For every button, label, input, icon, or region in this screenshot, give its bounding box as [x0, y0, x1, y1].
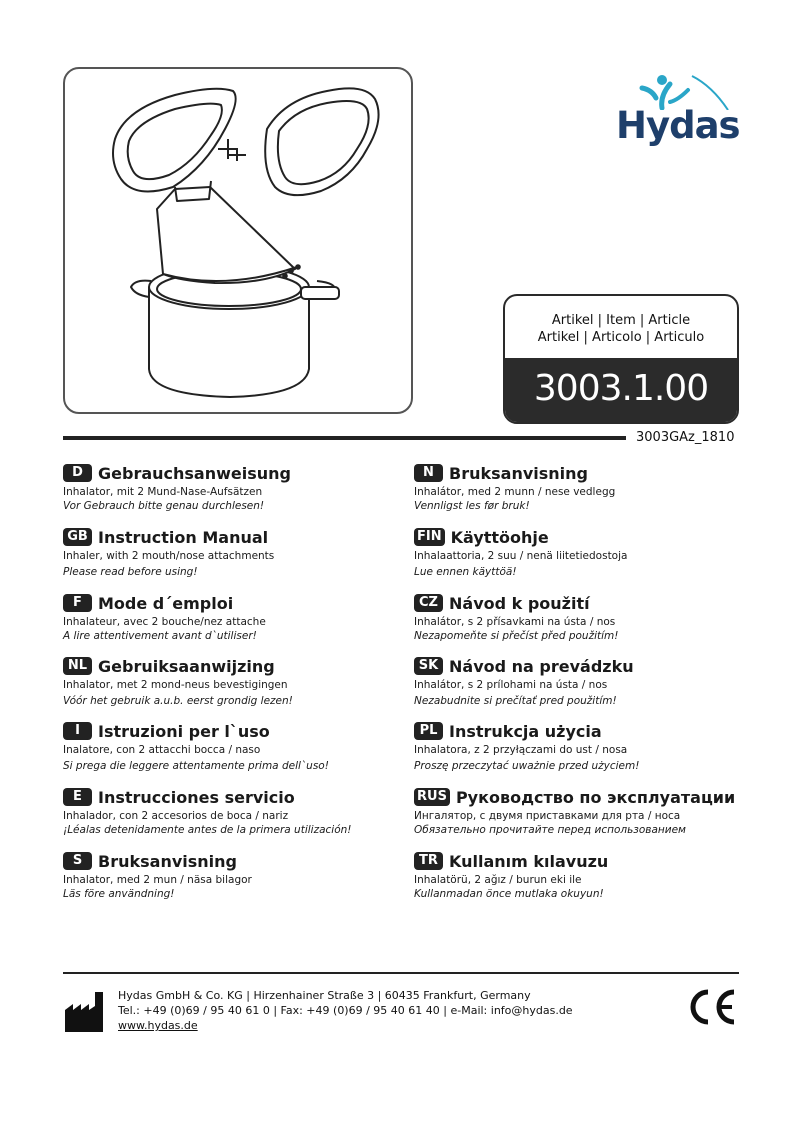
brand-name: Hydas — [616, 104, 740, 147]
bottom-divider — [63, 972, 739, 974]
document-code: 3003GAz_1810 — [636, 430, 735, 445]
lang-subtitle: Inhalátor, med 2 munn / nese vedlegg — [414, 486, 616, 498]
lang-note: A lire attentivement avant d`utiliser! — [63, 630, 257, 642]
lang-title: Istruzioni per l`uso — [98, 721, 270, 741]
lang-badge: FIN — [414, 528, 445, 546]
lang-title: Mode d´emploi — [98, 593, 234, 613]
article-box — [503, 294, 739, 424]
lang-badge: NL — [63, 657, 92, 675]
lang-subtitle: Inalatore, con 2 attacchi bocca / naso — [63, 744, 261, 756]
lang-subtitle: Inhaler, with 2 mouth/nose attachments — [63, 550, 275, 562]
lang-note: ¡Léalas detenidamente antes de la primera utilización! — [63, 824, 352, 836]
article-number-bar — [505, 358, 737, 424]
lang-badge: CZ — [414, 594, 443, 612]
lang-title: Gebrauchsanweisung — [98, 463, 291, 483]
lang-badge: S — [63, 852, 92, 870]
lang-section-d — [63, 462, 403, 513]
article-labels-line2: Artikel | Articolo | Articulo — [537, 330, 705, 345]
lang-note: Обязательно прочитайте перед использованием — [414, 824, 686, 836]
lang-subtitle: Inhalator, med 2 mun / näsa bilagor — [63, 874, 252, 886]
lang-title: Bruksanvisning — [98, 851, 237, 871]
lang-section-gb — [63, 526, 403, 579]
lang-section-i — [63, 720, 403, 773]
lang-section-nl — [63, 655, 403, 708]
lang-title: Návod na prevádzku — [449, 656, 634, 676]
lang-subtitle: Inhalátor, s 2 prílohami na ústa / nos — [414, 679, 608, 691]
lang-subtitle: Inhalatora, z 2 przyłączami do ust / nosa — [414, 744, 628, 756]
lang-title: Instruction Manual — [98, 527, 269, 547]
article-labels-line1: Artikel | Item | Article — [551, 313, 691, 328]
lang-section-sk — [414, 655, 754, 708]
ce-mark-icon — [686, 988, 740, 1030]
lang-subtitle: Inhalateur, avec 2 bouche/nez attache — [63, 616, 266, 628]
lang-section-pl — [414, 720, 754, 773]
lang-title: Instrukcja użycia — [449, 721, 602, 741]
lang-note: Lue ennen käyttöä! — [414, 566, 517, 578]
top-divider — [63, 436, 626, 440]
article-labels — [505, 312, 737, 346]
lang-note: Vor Gebrauch bitte genau durchlesen! — [63, 500, 265, 512]
inhaler-drawing — [65, 69, 411, 412]
lang-title: Gebruiksaanwijzing — [98, 656, 275, 676]
company-address: Hydas GmbH & Co. KG | Hirzenhainer Straße 3 | 60435 Frankfurt, Germany — [118, 989, 531, 1002]
factory-icon — [65, 992, 105, 1036]
lang-note: Please read before using! — [63, 566, 198, 578]
lang-subtitle: Ингалятор, с двумя приставками для рта / носа — [414, 810, 681, 822]
lang-subtitle: Inhalatörü, 2 ağız / burun eki ile — [414, 874, 582, 886]
lang-badge: PL — [414, 722, 443, 740]
lang-title: Návod k použití — [449, 593, 590, 613]
lang-title: Руководство по эксплуатации — [455, 787, 736, 807]
lang-section-s — [63, 850, 403, 901]
lang-note: Vennligst les før bruk! — [414, 500, 530, 512]
lang-note: Vóór het gebruik a.u.b. eerst grondig lezen! — [63, 695, 293, 707]
lang-subtitle: Inhalator, met 2 mond-neus bevestigingen — [63, 679, 288, 691]
lang-badge: I — [63, 722, 92, 740]
lang-title: Kullanım kılavuzu — [449, 851, 609, 871]
lang-note: Läs före användning! — [63, 888, 175, 900]
lang-title: Instrucciones servicio — [98, 787, 295, 807]
lang-badge: SK — [414, 657, 443, 675]
lang-title: Käyttöohje — [450, 527, 549, 547]
lang-section-fin — [414, 526, 754, 579]
lang-section-n — [414, 462, 754, 513]
lang-note: Nezapomeňte si přečíst před použitím! — [414, 630, 619, 642]
lang-subtitle: Inhalaattoria, 2 suu / nenä liitetiedostoja — [414, 550, 628, 562]
lang-section-cz — [414, 592, 754, 643]
lang-title: Bruksanvisning — [449, 463, 588, 483]
lang-badge: F — [63, 594, 92, 612]
lang-section-rus — [414, 786, 754, 837]
product-illustration — [63, 67, 413, 414]
lang-section-f — [63, 592, 403, 643]
lang-badge: N — [414, 464, 443, 482]
lang-note: Nezabudnite si prečítať pred použitím! — [414, 695, 617, 707]
lang-badge: D — [63, 464, 92, 482]
lang-subtitle: Inhalator, mit 2 Mund-Nase-Aufsätzen — [63, 486, 263, 498]
lang-subtitle: Inhalátor, s 2 přísavkami na ústa / nos — [414, 616, 616, 628]
company-info — [118, 988, 573, 1033]
lang-subtitle: Inhalador, con 2 accesorios de boca / nariz — [63, 810, 289, 822]
lang-section-tr — [414, 850, 754, 901]
article-number: 3003.1.00 — [533, 368, 709, 409]
company-website-link[interactable]: www.hydas.de — [118, 1019, 198, 1032]
lang-badge: RUS — [414, 788, 450, 806]
lang-badge: TR — [414, 852, 443, 870]
lang-badge: GB — [63, 528, 92, 546]
lang-note: Proszę przeczytać uważnie przed użyciem! — [414, 760, 640, 772]
lang-badge: E — [63, 788, 92, 806]
company-contact: Tel.: +49 (0)69 / 95 40 61 0 | Fax: +49 (0)69 / 95 40 61 40 | e-Mail: info@hydas.de — [118, 1004, 573, 1017]
lang-note: Si prega die leggere attentamente prima dell`uso! — [63, 760, 329, 772]
lang-section-e — [63, 786, 403, 837]
lang-note: Kullanmadan önce mutlaka okuyun! — [414, 888, 604, 900]
